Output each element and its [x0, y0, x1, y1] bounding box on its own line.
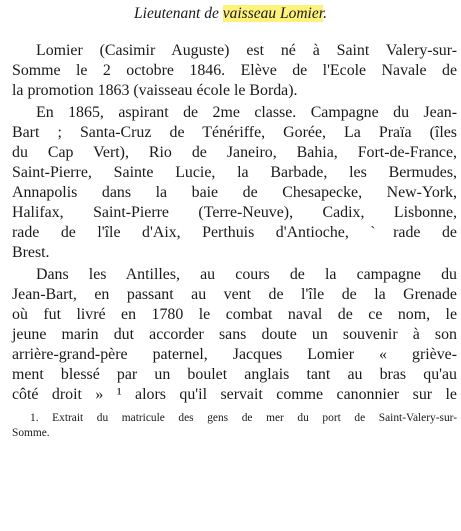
paragraph-2-line-2: Bart ; Santa-Cruz de Ténériffe, Gorée, La Praïa (îles	[12, 124, 457, 141]
paragraph-3-line-2: Jean-Bart, en passant au vent de l'île de la Grenade	[12, 286, 457, 303]
footnote-line-2: Somme.	[12, 427, 50, 439]
paragraph-3-line-5: arrière-grand-père paternel, Jacques Lomier « griève-	[12, 346, 457, 363]
title-highlight: vaisseau Lomier	[222, 5, 324, 22]
title-prefix: Lieutenant de	[134, 5, 223, 22]
paragraph-2-line-6: Halifax, Saint-Pierre (Terre-Neuve), Cadix, Lisbonne,	[12, 204, 457, 221]
page-title	[0, 5, 461, 23]
paragraph-2-line-8: Brest.	[12, 244, 50, 261]
paragraph-2-line-1: En 1865, aspirant de 2me classe. Campagne du Jean-	[36, 104, 457, 121]
paragraph-1-line-3: la promotion 1863 (vaisseau école le Borda).	[12, 82, 298, 99]
paragraph-1-line-2: Somme le 2 octobre 1846. Elève de l'Ecole Navale de	[12, 62, 457, 79]
paragraph-3-line-1: Dans les Antilles, au cours de la campagne du	[36, 266, 457, 283]
paragraph-3-line-4: jeune marin dut accorder sans doute un souvenir à son	[12, 326, 457, 343]
paragraph-2-line-4: Saint-Pierre, Sainte Lucie, la Barbade, les Bermudes,	[12, 164, 457, 181]
paragraph-2-line-7: rade de l'île d'Aix, Perthuis d'Antioche, ˋrade de	[12, 224, 457, 241]
paragraph-2-line-3: du Cap Vert), Rio de Janeiro, Bahia, Fort-de-France,	[12, 144, 457, 161]
paragraph-3-line-3: où fut livré en 1780 le combat naval de ce nom, le	[12, 306, 457, 323]
paragraph-2-line-5: Annapolis dans la baie de Chesapecke, New-York,	[12, 184, 457, 201]
paragraph-3-line-7: côté droit » ¹ alors qu'il servait comme canonnier sur le	[12, 386, 457, 403]
title-suffix: .	[323, 5, 327, 22]
paragraph-1-line-1: Lomier (Casimir Auguste) est né à Saint Valery-sur-	[36, 42, 457, 59]
footnote-line-1: 1. Extrait du matricule des gens de mer du port de Saint-Valery-sur-	[30, 412, 457, 424]
paragraph-3-line-6: ment blessé par un boulet anglais tant au bras qu'au	[12, 366, 457, 383]
